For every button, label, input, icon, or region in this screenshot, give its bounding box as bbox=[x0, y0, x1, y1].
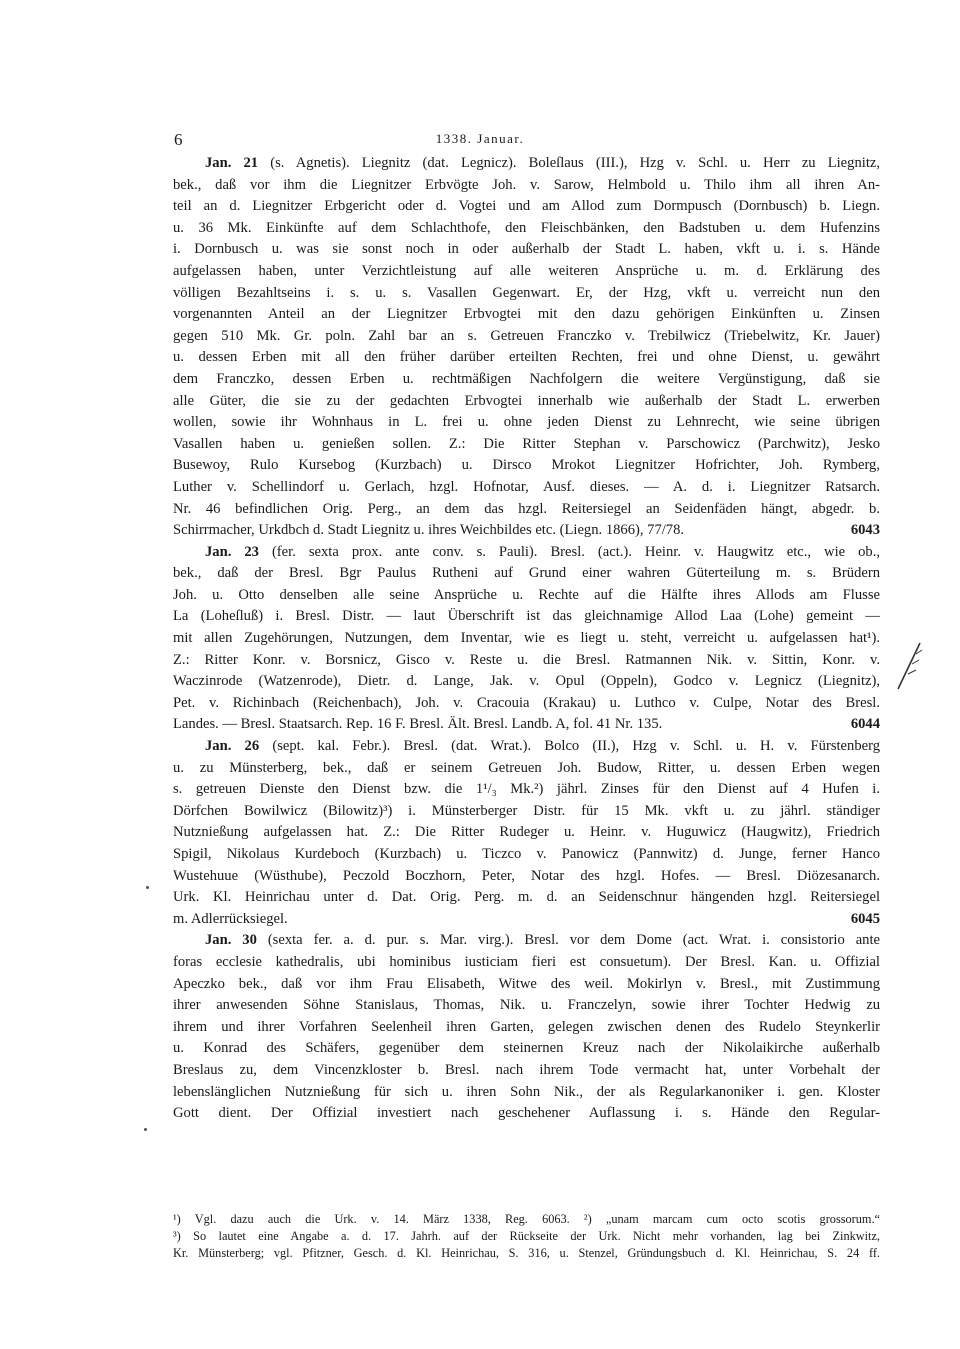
regest-number: 6044 bbox=[850, 716, 880, 733]
line-text: Gott dient. Der Offizial investiert nach geschehener Auflassung i. s. Hände den Regular- bbox=[173, 1105, 880, 1122]
footnote: ³) So lautet eine Angabe a. d. 17. Jahrh. auf der Rückseite der Urk. Nicht mehr vorhanden, lag bei Zinkwitz, bbox=[173, 1229, 880, 1243]
line-text: Urk. Kl. Heinrichau unter d. Dat. Orig. Perg. m. d. an Seidenschnur hängenden hzgl. Reitersiegel bbox=[173, 889, 880, 906]
text-line bbox=[173, 391, 880, 413]
text-line bbox=[173, 283, 880, 305]
line-text: u. Konrad des Schäfers, gegenüber dem steinernen Kreuz nach der Nikolaikirche außerhalb bbox=[173, 1040, 880, 1057]
line-text: ihrem und ihrer Vorfahren Seelenheil ihren Garten, gelegen zwischen denen des Rudelo Steynkerlir bbox=[173, 1018, 880, 1035]
line-text: (s. Agnetis). Liegnitz (dat. Legnicz). Boleſlaus (III.), Hzg v. Schl. u. Herr zu Liegnitz, bbox=[258, 155, 880, 171]
text-line bbox=[173, 520, 880, 542]
text-line bbox=[173, 304, 880, 326]
regest-number: 6045 bbox=[850, 910, 880, 927]
text-line bbox=[173, 693, 880, 715]
line-text: (sept. kal. Febr.). Bresl. (dat. Wrat.). Bolco (II.), Hzg v. Schl. u. H. v. Fürstenberg bbox=[259, 738, 880, 755]
line-text: Dörfchen Bowilwicz (Bilowitz)³) i. Münsterberger Distr. für 15 Mk. vkft u. zu jährl. ständiger bbox=[173, 802, 880, 819]
line-text: ihrer anwesenden Söhne Stanislaus, Thomas, Nik. u. Franczelyn, sowie ihrer Tochter Hedwig zu bbox=[173, 997, 880, 1014]
line-text: u. zu Münsterberg, bek., daß er seinem Getreuen Joh. Budow, Ritter, u. dessen Erben wegen bbox=[173, 759, 880, 776]
footnotes bbox=[173, 1211, 880, 1262]
line-text: La (Loheſluß) i. Bresl. Distr. — laut Überschrift ist das gleichnamige Allod Laa (Lohe) gemeint — bbox=[173, 608, 880, 625]
line-text: u. dessen Erben mit all den früher darüber erteilten Rechten, frei und ohne Dienst, u. gewährt bbox=[173, 349, 880, 366]
line-text: Schirrmacher, Urkdbch d. Stadt Liegnitz u. ihres Weichbildes etc. (Liegn. 1866), 77/78. bbox=[173, 522, 685, 539]
line-text: aufgelassen haben, unter Verzichtleistung auf alle weiteren Ansprüche u. m. d. Erklärung des bbox=[173, 262, 880, 279]
line-text: Vasallen haben u. genießen sollen. Z.: Die Ritter Stephan v. Parschowicz (Parchwitz), Jesko bbox=[173, 435, 880, 452]
text-line bbox=[173, 1017, 880, 1039]
line-text: Nr. 46 befindlichen Orig. Perg., an dem das hzgl. Reitersiegel an Seidenfäden hängt, abgedr. b. bbox=[173, 500, 880, 517]
running-title: 1338. Januar. bbox=[435, 131, 525, 146]
text-line bbox=[173, 758, 880, 780]
line-text: Apeczko bek., daß vor ihm Frau Elisabeth, Witwe des weil. Mokirlyn v. Bresl., mit Zustimmung bbox=[173, 975, 880, 992]
text-line bbox=[173, 563, 880, 585]
line-text: mit allen Zugehörungen, Nutzungen, dem Inventar, wie es liegt u. steht, verreicht u. aufgelassen hat¹). bbox=[173, 630, 880, 647]
line-text: Nutznießung aufgelassen hat. Z.: Die Ritter Rudeger u. Heinr. v. Huguwicz (Haugwitz), Friedrich bbox=[173, 824, 880, 841]
line-text: vorgenannten Anteil an der Liegnitzer Erbvogtei mit den dazu gehörigen Einkünften u. Zinsen bbox=[173, 306, 880, 323]
text-line bbox=[173, 1082, 880, 1104]
entry-date: Jan. 26 bbox=[205, 738, 260, 755]
main-text bbox=[173, 153, 880, 1125]
text-line bbox=[173, 952, 880, 974]
line-text: Luther v. Schellindorf u. Gerlach, hzgl. Hofnotar, Ausf. dieses. — A. d. i. Liegnitzer Ratsarch. bbox=[173, 478, 880, 495]
text-line bbox=[173, 1038, 880, 1060]
text-line bbox=[173, 1103, 880, 1125]
text-line bbox=[173, 714, 880, 736]
text-line bbox=[173, 801, 880, 823]
text-line bbox=[173, 369, 880, 391]
text-line bbox=[173, 175, 880, 197]
footnote-rule bbox=[174, 1200, 324, 1201]
line-text: Landes. — Bresl. Staatsarch. Rep. 16 F. Bresl. Ält. Bresl. Landb. A, fol. 41 Nr. 135. bbox=[173, 716, 663, 733]
regest-entry bbox=[173, 153, 880, 542]
text-line bbox=[173, 455, 880, 477]
regest-entry bbox=[173, 736, 880, 930]
text-line bbox=[173, 671, 880, 693]
text-line bbox=[173, 153, 880, 175]
text-line bbox=[173, 606, 880, 628]
line-text: bek., daß der Bresl. Bgr Paulus Rutheni auf Grund einer wahren Güterteilung m. s. Brüdern bbox=[173, 565, 880, 582]
text-line bbox=[173, 650, 880, 672]
line-text: m. Adlerrücksiegel. bbox=[173, 910, 288, 927]
text-line bbox=[173, 347, 880, 369]
regest-entry bbox=[173, 542, 880, 736]
line-text: wollen, sowie ihr Wohnhaus in L. frei u. ohne jeden Dienst zu Lehnrecht, wie seine übrigen bbox=[173, 414, 880, 431]
line-text: (fer. sexta prox. ante conv. s. Pauli). Bresl. (act.). Heinr. v. Haugwitz etc., wie ob., bbox=[258, 543, 880, 560]
text-line bbox=[173, 1060, 880, 1082]
regest-number: 6043 bbox=[850, 522, 880, 539]
scan-speck bbox=[144, 1128, 147, 1131]
footnote: ¹) Vgl. dazu auch die Urk. v. 14. März 1338, Reg. 6063. ²) „unam marcam cum octo scotis grossorum.“ bbox=[173, 1212, 880, 1226]
text-line bbox=[173, 844, 880, 866]
entry-date: Jan. 23 bbox=[205, 543, 259, 560]
text-line bbox=[173, 930, 880, 952]
text-line bbox=[173, 499, 880, 521]
line-text: (sexta fer. a. d. pur. s. Mar. virg.). Bresl. vor dem Dome (act. Wrat. i. consistorio ante bbox=[256, 932, 880, 949]
text-line bbox=[173, 779, 880, 801]
line-text: Busewoy, Rulo Kursebog (Kurzbach) u. Dirsco Mrokot Liegnitzer Hofrichter, Joh. Rymberg, bbox=[173, 457, 880, 474]
pencil-mark-icon bbox=[894, 640, 924, 692]
text-line bbox=[173, 628, 880, 650]
text-line bbox=[173, 736, 880, 758]
text-line bbox=[173, 261, 880, 283]
entry-date: Jan. 30 bbox=[205, 932, 257, 949]
text-line bbox=[173, 412, 880, 434]
text-line bbox=[173, 542, 880, 564]
line-text: Z.: Ritter Konr. v. Borsnicz, Gisco v. Reste u. die Bresl. Ratmannen Nik. v. Sittin, Konr. v. bbox=[173, 651, 880, 668]
line-text: Breslaus zu, dem Vincenzkloster b. Bresl. nach ihrem Tode vermacht hat, unter Vorbehalt der bbox=[173, 1061, 880, 1078]
line-text: foras ecclesie kathedralis, ubi hominibus iusticiam fieri est consuetum). Der Bresl. Kan. u. Offizial bbox=[173, 953, 880, 970]
text-line bbox=[173, 196, 880, 218]
text-line bbox=[173, 477, 880, 499]
text-line bbox=[173, 585, 880, 607]
line-text: Joh. u. Otto denselben alle seine Ansprüche u. Rechte auf die Hälfte ihres Allods am Flusse bbox=[173, 586, 880, 603]
text-line bbox=[173, 909, 880, 931]
entry-date: Jan. 21 bbox=[205, 155, 259, 171]
line-text: gegen 510 Mk. Gr. poln. Zahl bar an s. Getreuen Franczko v. Trebilwicz (Triebelwitz, Kr. Jauer) bbox=[173, 327, 880, 344]
page-number: 6 bbox=[174, 130, 183, 149]
line-text: Spigil, Nikolaus Kurdeboch (Kurzbach) u. Ticzco v. Panowicz (Pannwitz) d. Junge, ferner Hanco bbox=[173, 846, 880, 862]
line-text: völligen Bezahltseins i. s. u. s. Vasallen Gegenwart. Er, der Hzg, vkft u. verreicht nun den bbox=[173, 284, 880, 301]
line-text: Wustehuue (Wüsthube), Peczold Boczhorn, Peter, Notar des hzgl. Hofes. — Bresl. Diözesanarch. bbox=[173, 867, 880, 884]
text-line bbox=[173, 866, 880, 888]
regest-entry bbox=[173, 930, 880, 1124]
text-line bbox=[173, 218, 880, 240]
line-text: i. Dornbusch u. was sie sonst noch in oder außerhalb der Stadt L. haben, vkft u. i. s. Hände bbox=[173, 241, 880, 258]
line-text: Pet. v. Richinbach (Reichenbach), Joh. v. Cracouia (Krakau) u. Luthco v. Culpe, Notar des Bresl. bbox=[173, 694, 880, 711]
footnote: Kr. Münsterberg; vgl. Pfitzner, Gesch. d. Kl. Heinrichau, S. 316, u. Stenzel, Gründungsbuch d. Kl. Heinrichau, S. 24 ff. bbox=[173, 1246, 880, 1260]
line-text: teil an d. Liegnitzer Erbgericht oder d. Vogtei und am Allod zum Dormpusch (Dornbusch) b. Liegn. bbox=[173, 198, 880, 215]
line-text: Waczinrode (Watzenrode), Dietr. d. Lange, Jak. v. Opul (Oppeln), Godco v. Legnicz (Liegnitz), bbox=[173, 673, 880, 690]
line-text: dem Franczko, dessen Erben u. rechtmäßigen Nachfolgern die weitere Vergünstigung, daß sie bbox=[173, 370, 880, 387]
text-line bbox=[173, 239, 880, 261]
line-text: alle Güter, die sie zu der gedachten Erbvogtei innerhalb wie außerhalb der Stadt L. erwerben bbox=[173, 392, 880, 409]
text-line bbox=[173, 326, 880, 348]
scan-speck bbox=[146, 886, 149, 889]
text-line bbox=[173, 995, 880, 1017]
line-text: lebenslänglichen Nutznießung für sich u. ihren Sohn Nik., der als Regularkanoniker i. gen. Kloster bbox=[173, 1083, 880, 1100]
text-line bbox=[173, 974, 880, 996]
line-text: u. 36 Mk. Einkünfte auf dem Schlachthofe, den Fleischbänken, den Badstuben u. dem Hufenzins bbox=[173, 219, 880, 236]
text-line bbox=[173, 434, 880, 456]
line-text: s. getreuen Dienste den Dienst bzw. die 1¹/₃ Mk.²) jährl. Zinses für den Dienst auf 4 Hufen i. bbox=[173, 781, 880, 798]
text-line bbox=[173, 887, 880, 909]
line-text: bek., daß vor ihm die Liegnitzer Erbvögte Joh. v. Sarow, Helmbold u. Thilo ihm all ihren An- bbox=[173, 176, 880, 193]
text-line bbox=[173, 822, 880, 844]
